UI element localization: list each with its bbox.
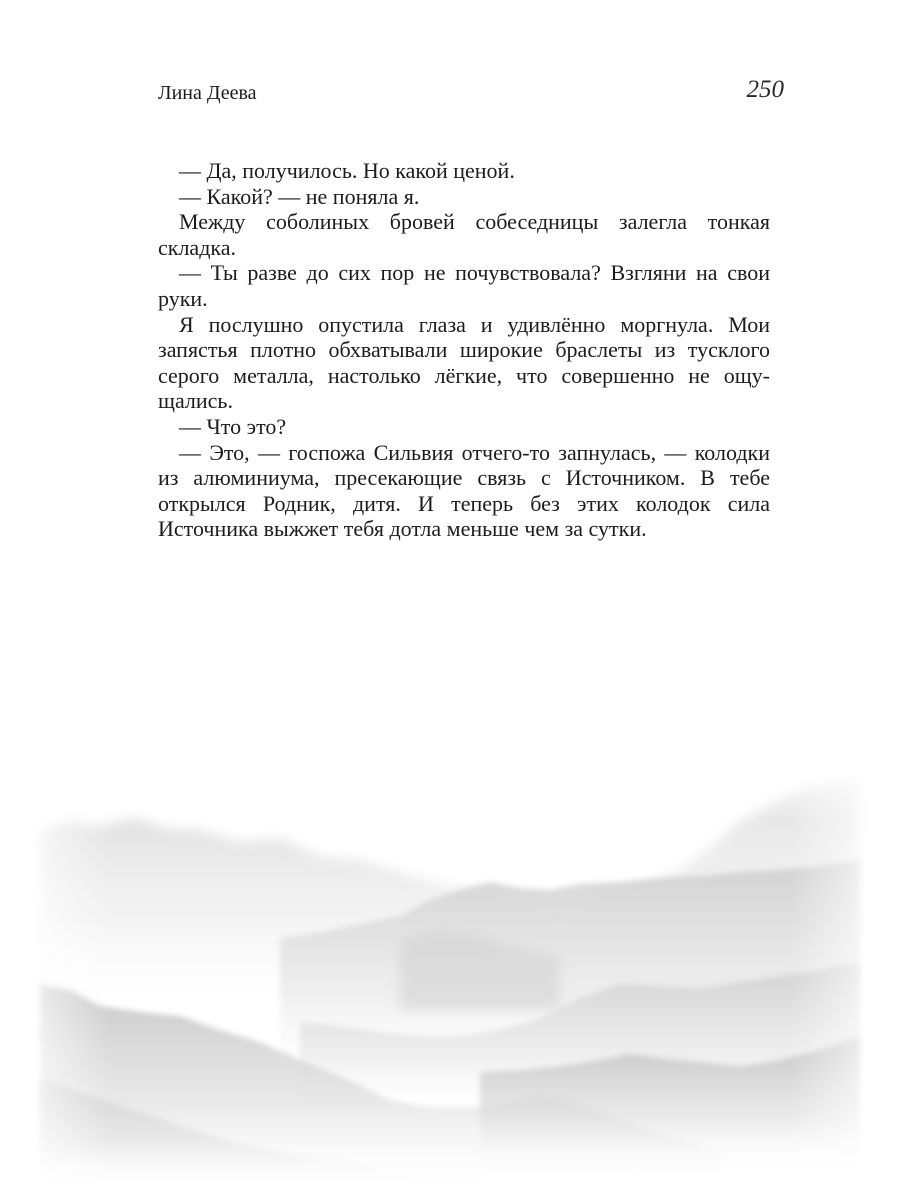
mountains-icon xyxy=(0,760,900,1200)
page-number: 250 xyxy=(746,76,784,103)
author-name: Лина Деева xyxy=(158,82,257,104)
running-head xyxy=(158,76,784,110)
paragraph: Я послушно опустила глаза и удивлённо моргнула. Мои запястья плотно обхватывали широкие браслеты из тусклого серого металла, настолько лёгкие, что совершенно не ощущались. xyxy=(158,311,770,414)
paragraph: — Ты разве до сих пор не почувствовала? Взгляни на свои руки. xyxy=(158,260,770,311)
paragraph: — Это, — госпожа Сильвия отчего-то запнулась, — колодки из алюминиума, пресекающие связь с Источником. В тебе открылся Родник, дитя. И теперь без этих колодок сила Источника выжжет тебя дотла меньше чем за сутки. xyxy=(158,439,770,542)
paragraph: Между соболиных бровей собеседницы залегла тонкая складка. xyxy=(158,209,770,260)
body-text xyxy=(158,158,770,542)
paragraph: — Что это? xyxy=(179,413,287,439)
mountain-illustration xyxy=(0,760,900,1200)
paragraph: — Какой? — не поняла я. xyxy=(179,183,420,209)
paragraph: — Да, получилось. Но какой ценой. xyxy=(179,158,515,183)
